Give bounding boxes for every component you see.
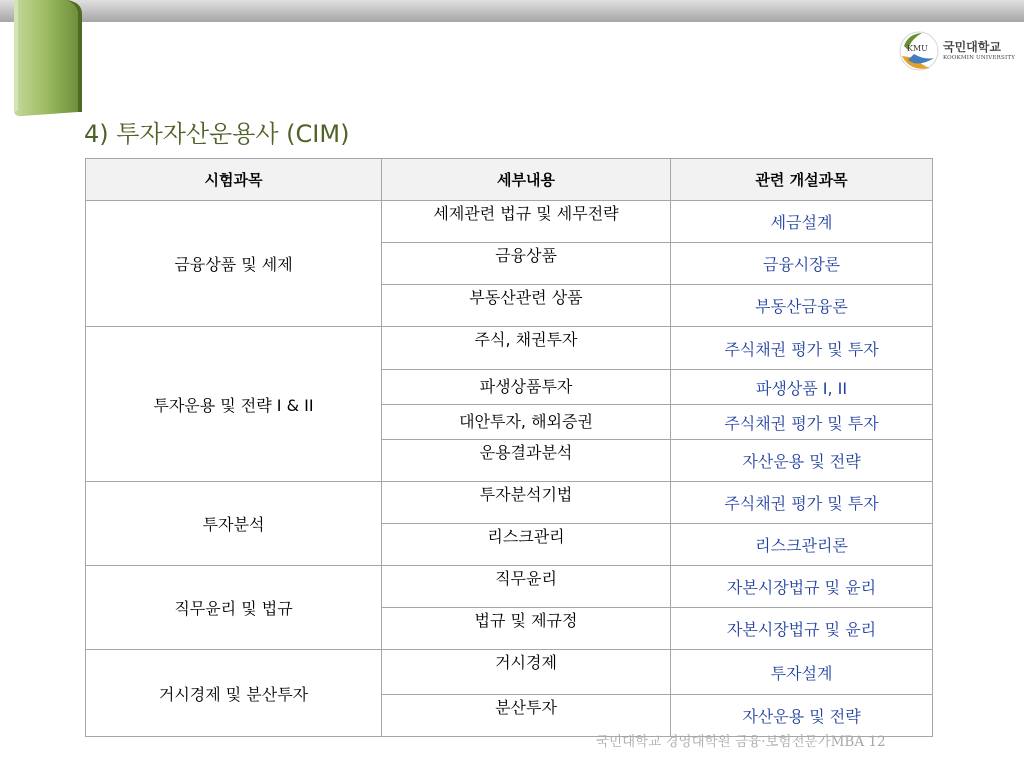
related-course-cell: 파생상품 I, II: [671, 370, 933, 405]
related-course-cell: 주식채권 평가 및 투자: [671, 405, 933, 440]
university-name-en: KOOKMIN UNIVERSITY: [943, 55, 1016, 61]
related-course-cell: 세금설계: [671, 201, 933, 243]
related-course-cell: 자산운용 및 전략: [671, 695, 933, 737]
detail-cell: 리스크관리: [382, 524, 671, 566]
exam-subject-cell: 직무윤리 및 법규: [86, 566, 382, 650]
related-course-cell: 부동산금융론: [671, 285, 933, 327]
detail-cell: 거시경제: [382, 650, 671, 695]
header-detail: 세부내용: [382, 159, 671, 201]
related-course-cell: 주식채권 평가 및 투자: [671, 327, 933, 370]
exam-subject-cell: 투자분석: [86, 482, 382, 566]
top-bar: [0, 0, 1024, 22]
detail-cell: 대안투자, 해외증권: [382, 405, 671, 440]
exam-subject-cell: 금융상품 및 세제: [86, 201, 382, 327]
related-course-cell: 자본시장법규 및 윤리: [671, 608, 933, 650]
table-row: [86, 482, 933, 524]
related-course-cell: 금융시장론: [671, 243, 933, 285]
detail-cell: 분산투자: [382, 695, 671, 737]
page-title: 4) 투자자산운용사 (CIM): [84, 120, 350, 148]
exam-subject-cell: 투자운용 및 전략 I & II: [86, 327, 382, 482]
detail-cell: 법규 및 제규정: [382, 608, 671, 650]
table-row: [86, 327, 933, 370]
related-course-cell: 투자설계: [671, 650, 933, 695]
detail-cell: 투자분석기법: [382, 482, 671, 524]
table-row: [86, 566, 933, 608]
related-course-cell: 자본시장법규 및 윤리: [671, 566, 933, 608]
table-row: [86, 201, 933, 243]
related-course-cell: 자산운용 및 전략: [671, 440, 933, 482]
logo-badge-text: KMU: [907, 44, 928, 53]
header-related-course: 관련 개설과목: [671, 159, 933, 201]
detail-cell: 금융상품: [382, 243, 671, 285]
detail-cell: 파생상품투자: [382, 370, 671, 405]
table-header-row: [86, 159, 933, 201]
ribbon-decoration: [8, 0, 88, 118]
detail-cell: 운용결과분석: [382, 440, 671, 482]
related-course-cell: 리스크관리론: [671, 524, 933, 566]
header-exam-subject: 시험과목: [86, 159, 382, 201]
detail-cell: 부동산관련 상품: [382, 285, 671, 327]
detail-cell: 직무윤리: [382, 566, 671, 608]
table-row: [86, 650, 933, 695]
exam-subject-cell: 거시경제 및 분산투자: [86, 650, 382, 737]
related-course-cell: 주식채권 평가 및 투자: [671, 482, 933, 524]
university-name: 국민대학교: [943, 40, 1001, 54]
detail-cell: 세제관련 법규 및 세무전략: [382, 201, 671, 243]
detail-cell: 주식, 채권투자: [382, 327, 671, 370]
cim-exam-table: [85, 158, 933, 737]
slide-footer: 국민대학교 경영대학원 금융·보험전문가MBA 12: [596, 734, 886, 750]
